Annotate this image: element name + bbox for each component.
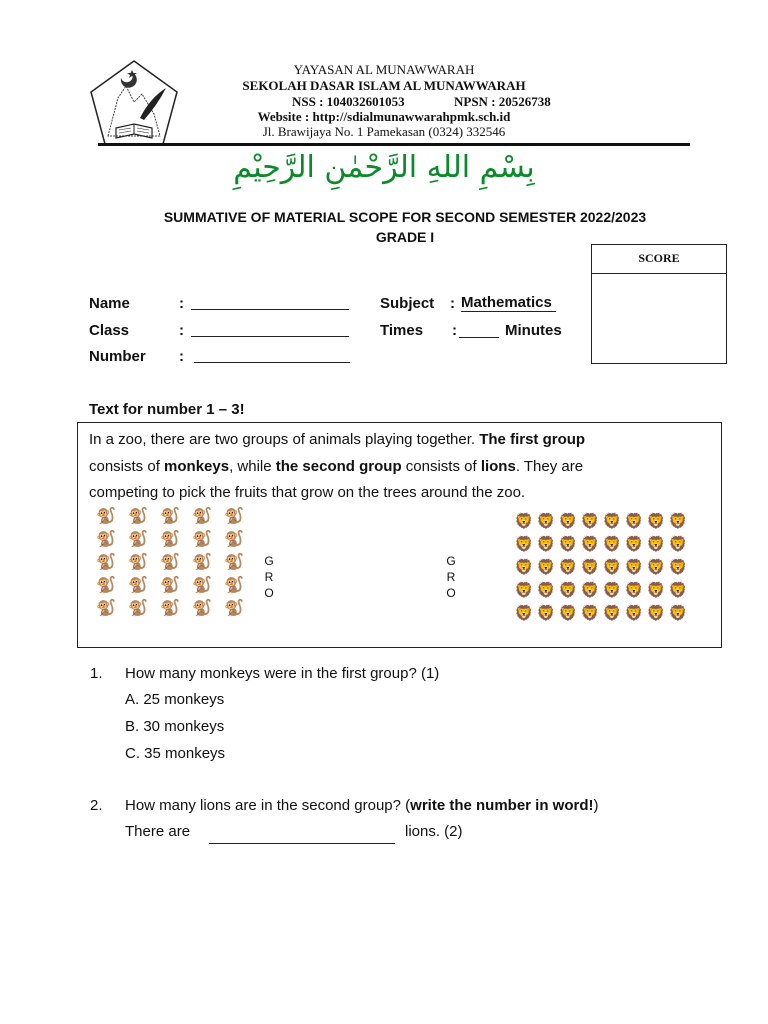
lion-icon: 🦁 bbox=[646, 582, 666, 599]
question-1-option-c[interactable]: C. 35 monkeys bbox=[125, 745, 226, 762]
monkey-icon: 🐒 bbox=[96, 577, 116, 594]
monkey-icon: 🐒 bbox=[224, 554, 244, 571]
monkey-icon: 🐒 bbox=[160, 600, 180, 617]
npsn-number: NPSN : 20526738 bbox=[454, 94, 551, 109]
lion-icon: 🦁 bbox=[646, 605, 666, 622]
lion-icon: 🦁 bbox=[514, 605, 534, 622]
number-field[interactable] bbox=[194, 362, 350, 363]
lion-icon: 🦁 bbox=[536, 536, 556, 553]
lion-icon: 🦁 bbox=[580, 536, 600, 553]
monkey-icon: 🐒 bbox=[192, 600, 212, 617]
question-1-text: How many monkeys were in the first group? (1) bbox=[125, 665, 440, 682]
times-colon: : bbox=[452, 322, 457, 339]
score-box bbox=[591, 244, 727, 364]
school-website: Website : http://sdialmunawwarahpmk.sch.id bbox=[257, 109, 511, 124]
lion-icon: 🦁 bbox=[580, 605, 600, 622]
lion-icon: 🦁 bbox=[646, 536, 666, 553]
lion-icon: 🦁 bbox=[514, 536, 534, 553]
passage-box bbox=[77, 422, 722, 648]
lion-icon: 🦁 bbox=[624, 536, 644, 553]
subject-colon: : bbox=[450, 295, 455, 312]
class-field[interactable] bbox=[191, 336, 349, 337]
lion-icon: 🦁 bbox=[580, 513, 600, 530]
times-field[interactable] bbox=[459, 337, 499, 338]
exam-title: SUMMATIVE OF MATERIAL SCOPE FOR SECOND SEMESTER 2022/2023 bbox=[163, 209, 647, 225]
lion-icon: 🦁 bbox=[514, 513, 534, 530]
monkey-icon: 🐒 bbox=[192, 531, 212, 548]
number-colon: : bbox=[179, 348, 184, 365]
letterhead-divider bbox=[98, 143, 690, 146]
group-left-label: G R O bbox=[264, 554, 274, 599]
lion-icon: 🦁 bbox=[558, 605, 578, 622]
monkey-icon: 🐒 bbox=[224, 577, 244, 594]
lion-icon: 🦁 bbox=[558, 513, 578, 530]
lion-icon: 🦁 bbox=[580, 582, 600, 599]
monkey-icon: 🐒 bbox=[192, 577, 212, 594]
lion-icon: 🦁 bbox=[668, 605, 688, 622]
school-address: Jl. Brawijaya No. 1 Pamekasan (0324) 332546 bbox=[262, 124, 506, 139]
lion-icon: 🦁 bbox=[624, 559, 644, 576]
group-right-label: G R O bbox=[446, 554, 456, 599]
monkey-icon: 🐒 bbox=[96, 600, 116, 617]
question-1-option-a[interactable]: A. 25 monkeys bbox=[125, 691, 225, 708]
monkey-icon: 🐒 bbox=[224, 508, 244, 525]
question-1-number: 1. bbox=[90, 665, 103, 682]
question-2-answer-prefix: There are bbox=[125, 823, 191, 840]
monkey-icon: 🐒 bbox=[160, 531, 180, 548]
monkey-icon: 🐒 bbox=[160, 554, 180, 571]
lion-icon: 🦁 bbox=[602, 513, 622, 530]
lion-icon: 🦁 bbox=[624, 605, 644, 622]
monkey-icon: 🐒 bbox=[224, 600, 244, 617]
passage-text: In a zoo, there are two groups of animals playing together. The first group consists of monkeys, while the second group consists of lions. They are competing to pick the fruits that grow on the trees around the zoo. bbox=[89, 431, 586, 501]
lion-icon: 🦁 bbox=[668, 582, 688, 599]
question-2-answer-suffix: lions. (2) bbox=[405, 823, 463, 840]
lion-icon: 🦁 bbox=[646, 559, 666, 576]
class-label: Class bbox=[89, 322, 130, 339]
lion-icon: 🦁 bbox=[602, 582, 622, 599]
question-2-number: 2. bbox=[90, 797, 103, 814]
lion-icon: 🦁 bbox=[514, 559, 534, 576]
times-label: Times bbox=[380, 322, 424, 339]
monkey-icon: 🐒 bbox=[96, 531, 116, 548]
lion-icon: 🦁 bbox=[668, 536, 688, 553]
monkey-icon: 🐒 bbox=[160, 508, 180, 525]
lion-icon: 🦁 bbox=[514, 582, 534, 599]
lion-icon: 🦁 bbox=[558, 536, 578, 553]
monkey-icon: 🐒 bbox=[128, 600, 148, 617]
lion-icon: 🦁 bbox=[646, 513, 666, 530]
grade-title: GRADE I bbox=[375, 229, 435, 245]
foundation-name: YAYASAN AL MUNAWWARAH bbox=[293, 62, 475, 77]
subject-label: Subject bbox=[380, 295, 435, 312]
lion-icon: 🦁 bbox=[536, 513, 556, 530]
lion-icon: 🦁 bbox=[580, 559, 600, 576]
monkey-icon: 🐒 bbox=[224, 531, 244, 548]
lion-icon: 🦁 bbox=[624, 582, 644, 599]
lion-icon: 🦁 bbox=[558, 559, 578, 576]
name-field[interactable] bbox=[191, 309, 349, 310]
minutes-label: Minutes bbox=[505, 322, 562, 339]
monkey-icon: 🐒 bbox=[192, 508, 212, 525]
number-label: Number bbox=[89, 348, 146, 365]
school-name: SEKOLAH DASAR ISLAM AL MUNAWWARAH bbox=[242, 78, 526, 93]
lion-icon: 🦁 bbox=[602, 605, 622, 622]
question-2-text: How many lions are in the second group? (write the number in word!) bbox=[125, 797, 599, 814]
lion-icon: 🦁 bbox=[602, 536, 622, 553]
question-2-answer-field[interactable] bbox=[209, 843, 395, 844]
nss-number: NSS : 104032601053 bbox=[292, 94, 405, 109]
monkey-icon: 🐒 bbox=[128, 508, 148, 525]
score-label: SCORE bbox=[592, 245, 726, 274]
monkey-icon: 🐒 bbox=[160, 577, 180, 594]
monkey-icon: 🐒 bbox=[96, 554, 116, 571]
lion-icon: 🦁 bbox=[668, 559, 688, 576]
passage-heading: Text for number 1 – 3! bbox=[89, 401, 245, 418]
lion-icon: 🦁 bbox=[558, 582, 578, 599]
monkey-icon: 🐒 bbox=[96, 508, 116, 525]
basmalah-calligraphy: بِسْمِ اللهِ الرَّحْمٰنِ الرَّحِيْمِ bbox=[233, 150, 535, 185]
lion-icon: 🦁 bbox=[668, 513, 688, 530]
monkey-picture-group bbox=[90, 505, 250, 620]
class-colon: : bbox=[179, 322, 184, 339]
monkey-icon: 🐒 bbox=[192, 554, 212, 571]
lion-icon: 🦁 bbox=[536, 605, 556, 622]
monkey-icon: 🐒 bbox=[128, 577, 148, 594]
monkey-icon: 🐒 bbox=[128, 531, 148, 548]
lion-icon: 🦁 bbox=[536, 582, 556, 599]
monkey-icon: 🐒 bbox=[128, 554, 148, 571]
name-colon: : bbox=[179, 295, 184, 312]
lion-icon: 🦁 bbox=[536, 559, 556, 576]
name-label: Name bbox=[89, 295, 130, 312]
question-1-option-b[interactable]: B. 30 monkeys bbox=[125, 718, 225, 735]
subject-value: Mathematics bbox=[461, 295, 556, 312]
lion-picture-group bbox=[513, 510, 689, 625]
lion-icon: 🦁 bbox=[624, 513, 644, 530]
lion-icon: 🦁 bbox=[602, 559, 622, 576]
